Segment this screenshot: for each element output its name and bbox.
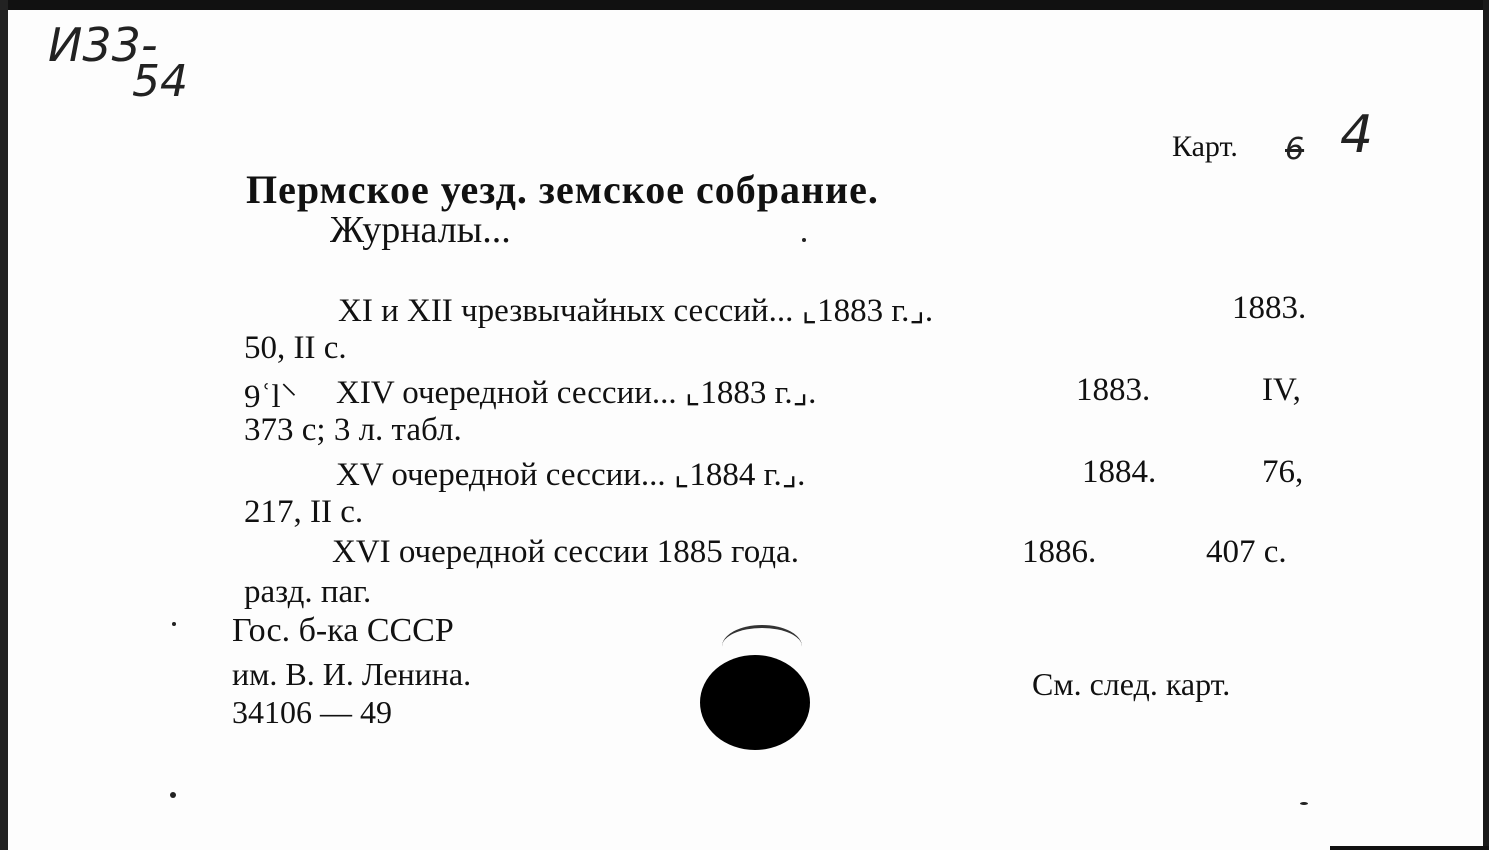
entry-3-year: 1884. (1082, 454, 1157, 490)
card-label: Карт. (1172, 130, 1238, 163)
entry-4-extra: 407 с. (1206, 534, 1287, 570)
entry-1-cont: 50, II с. (244, 330, 347, 366)
entry-2-text: XIV очередной сессии... ⌞1883 г.⌟. (336, 375, 817, 411)
card-top-edge (0, 0, 1489, 10)
entry-3-cont: 217, II с. (244, 494, 364, 530)
entry-1-text: XI и XII чрезвычайных сессий... ⌞1883 г.⌟. (338, 293, 934, 329)
speck (1300, 802, 1308, 805)
entry-2-year: 1883. (1076, 372, 1151, 408)
speck (170, 792, 176, 798)
library-line-3: 34106 — 49 (232, 694, 392, 730)
entry-3-text: XV очередной сессии... ⌞1884 г.⌟. (336, 457, 806, 493)
library-line-2: им. В. И. Ленина. (232, 656, 472, 692)
call-number: И33- (48, 18, 158, 72)
speck (802, 238, 806, 242)
entry-2-cont: 373 с; 3 л. табл. (244, 412, 462, 448)
speck (172, 622, 176, 626)
card-number-struck: 6 (1285, 132, 1305, 167)
call-number-sub: 54 (132, 56, 188, 107)
entry-4-cont: разд. паг. (244, 574, 372, 610)
author-heading: Пермское уезд. земское собрание. (246, 167, 879, 212)
entry-2-prefix: 9ʿl⸌ (244, 379, 298, 415)
library-line-1: Гос. б-ка СССР (232, 612, 454, 649)
title-heading: Журналы... (330, 209, 511, 251)
card-right-edge (1483, 0, 1489, 850)
card-number-new: 4 (1340, 105, 1374, 165)
entry-4-year: 1886. (1022, 534, 1097, 570)
entry-4-text: XVI очередной сессии 1885 года. (332, 534, 799, 570)
punch-hole (700, 655, 810, 750)
entry-2-extra: IV, (1262, 372, 1301, 408)
card-bottom-edge (1330, 846, 1489, 850)
see-next-card: См. след. карт. (1032, 666, 1231, 702)
entry-3-extra: 76, (1262, 454, 1304, 490)
entry-1-year: 1883. (1232, 290, 1307, 326)
card-left-edge (0, 0, 8, 850)
